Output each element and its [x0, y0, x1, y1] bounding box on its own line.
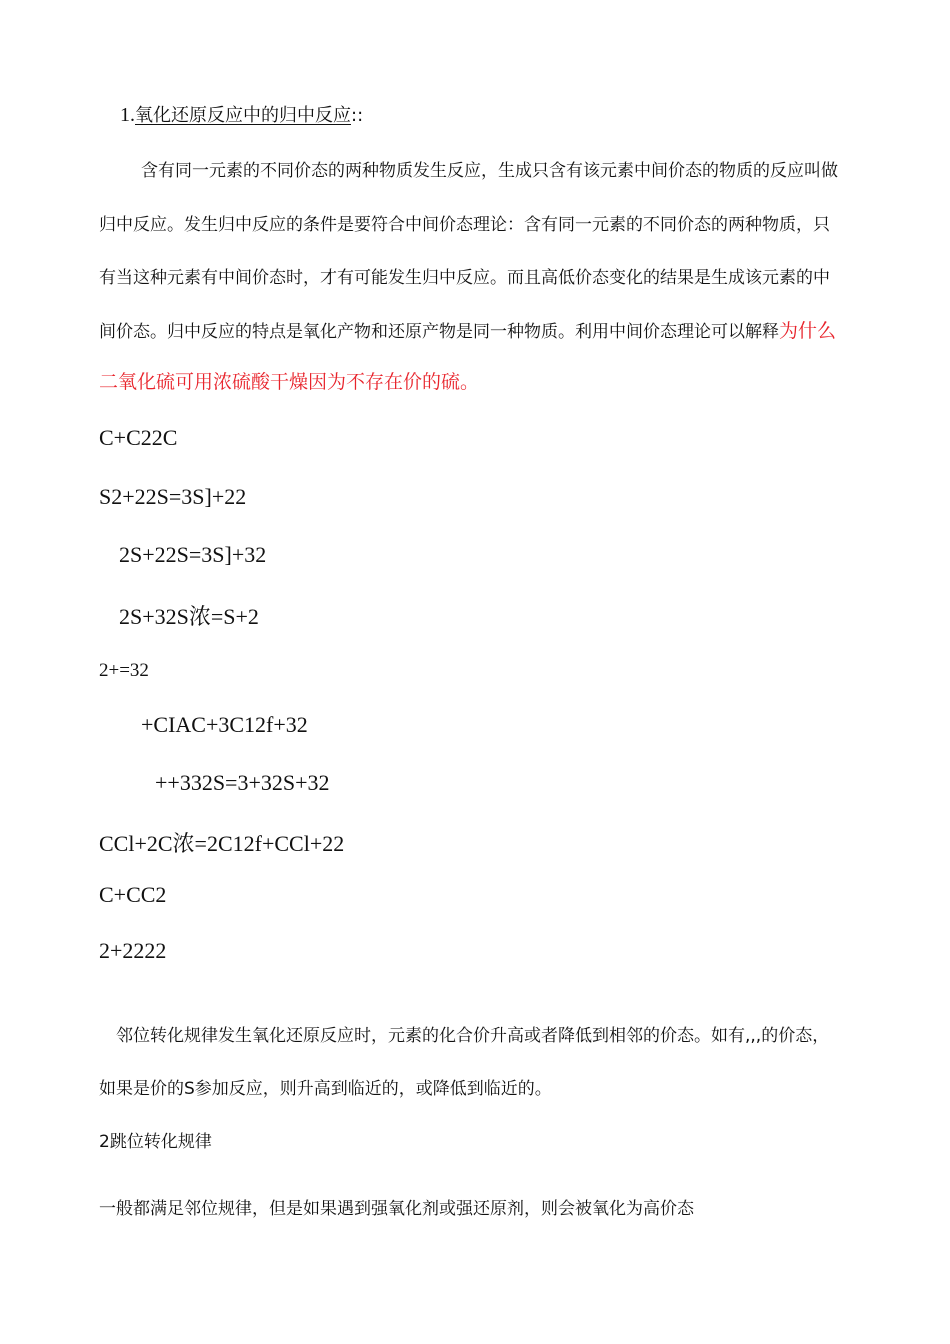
- heading-number: 1.: [120, 104, 135, 126]
- heading-title: 氧化还原反应中的归中反应: [135, 105, 351, 126]
- formula-4: 2S+32S浓=S+2: [119, 604, 259, 629]
- paragraph2-line2: 如果是价的S参加反应，则升高到临近的，或降低到临近的。: [99, 1079, 552, 1099]
- paragraph1-line3: 有当这种元素有中间价态时，才有可能发生归中反应。而且高低价态变化的结果是生成该元素的中: [99, 268, 830, 288]
- formula-6: +CIAC+3C12f+32: [141, 712, 308, 737]
- paragraph1-line1: 含有同一元素的不同价态的两种物质发生反应，生成只含有该元素中间价态的物质的反应叫做: [141, 161, 838, 181]
- section2-title: 2跳位转化规律: [99, 1132, 212, 1152]
- formula-1: C+C22C: [99, 425, 178, 450]
- highlight-line: 二氧化硫可用浓硫酸干燥因为不存在价的硫。: [99, 371, 480, 393]
- formula-9: C+CC2: [99, 882, 167, 907]
- heading-suffix: ::: [351, 105, 364, 126]
- highlight-text: 为什么: [779, 320, 837, 342]
- paragraph3: 一般都满足邻位规律，但是如果遇到强氧化剂或强还原剂，则会被氧化为高价态: [99, 1199, 694, 1219]
- paragraph1-line4: [99, 316, 836, 343]
- formula-7: ++332S=3+32S+32: [155, 770, 330, 795]
- section-heading: [120, 101, 363, 127]
- formula-3: 2S+22S=3S]+32: [119, 542, 267, 567]
- paragraph2-line1: 邻位转化规律发生氧化还原反应时，元素的化合价升高或者降低到相邻的价态。如有,,,的价态，: [116, 1026, 830, 1046]
- paragraph1-line4-text: 间价态。归中反应的特点是氧化产物和还原产物是同一种物质。利用中间价态理论可以解释: [99, 322, 779, 342]
- formula-5: 2+=32: [99, 660, 149, 681]
- formula-8: CCl+2C浓=2C12f+CCl+22: [99, 831, 345, 856]
- formula-10: 2+2222: [99, 938, 167, 963]
- formula-2: S2+22S=3S]+22: [99, 484, 247, 509]
- paragraph1-line2: 归中反应。发生归中反应的条件是要符合中间价态理论：含有同一元素的不同价态的两种物质，只: [99, 215, 830, 235]
